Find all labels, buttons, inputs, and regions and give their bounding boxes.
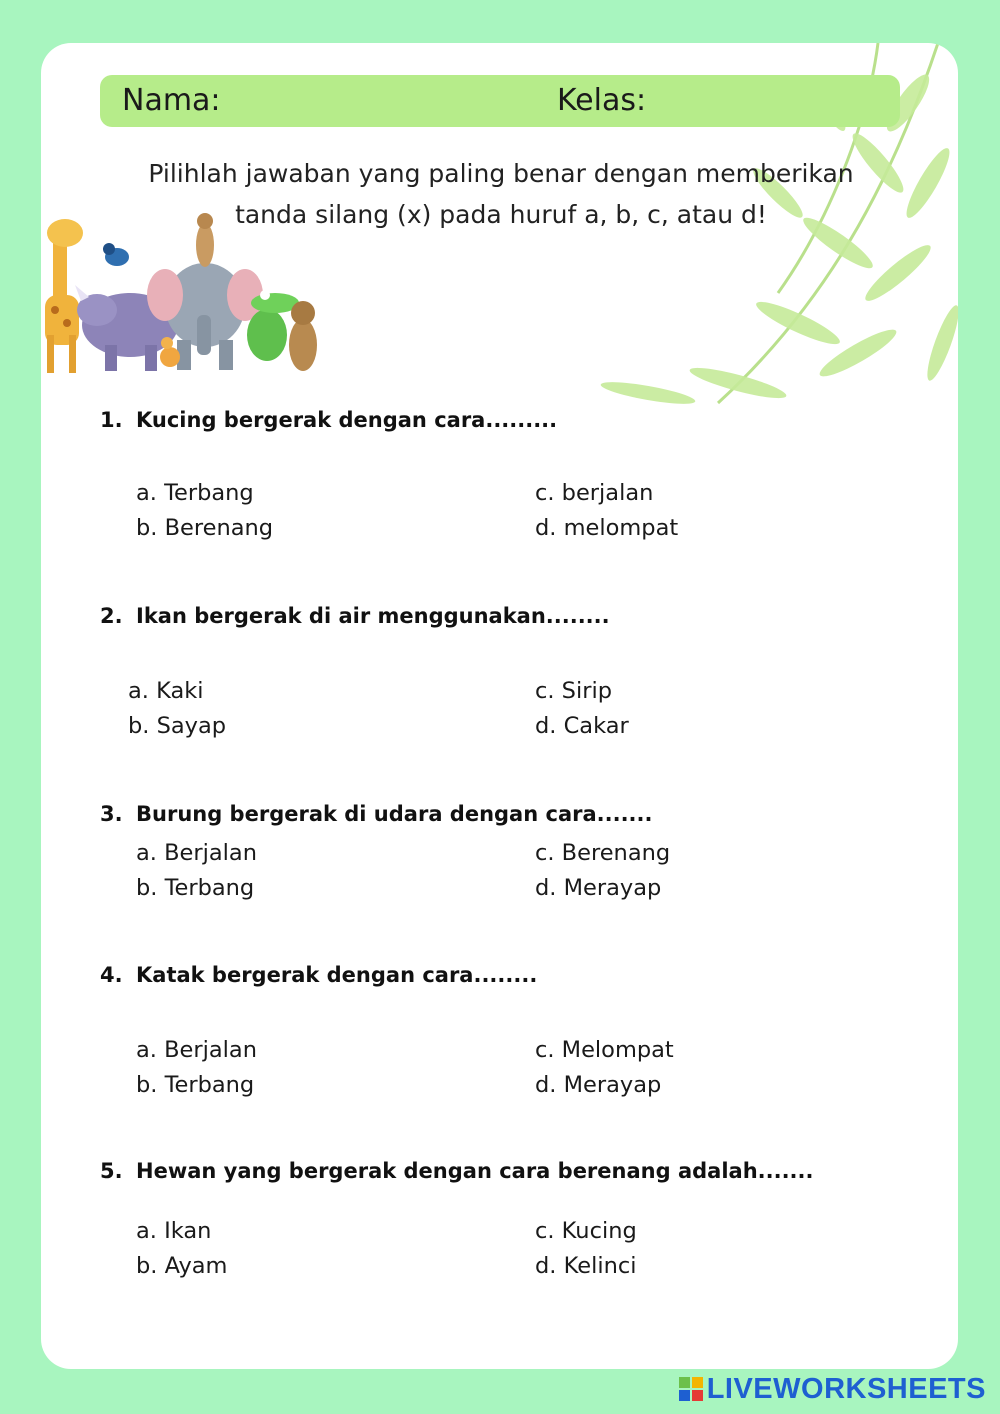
liveworksheets-logo-icon xyxy=(679,1377,703,1401)
q1-option-c[interactable]: c. berjalan xyxy=(535,480,654,506)
footer-branding[interactable] xyxy=(679,1374,986,1404)
question-5-number: 5. xyxy=(100,1159,123,1183)
question-4-number: 4. xyxy=(100,963,123,987)
q5-option-a[interactable]: a. Ikan xyxy=(136,1218,212,1244)
meerkat-icon xyxy=(196,213,214,267)
question-1-text: Kucing bergerak dengan cara......... xyxy=(136,408,558,432)
question-2 xyxy=(100,604,610,628)
q4-option-d[interactable]: d. Merayap xyxy=(535,1072,662,1098)
question-2-number: 2. xyxy=(100,604,123,628)
class-label: Kelas: xyxy=(557,83,647,118)
animals-illustration xyxy=(41,205,325,385)
instruction-line-1: Pilihlah jawaban yang paling benar dengan memberikan xyxy=(148,159,854,188)
q2-option-a[interactable]: a. Kaki xyxy=(128,678,204,704)
q3-option-a[interactable]: a. Berjalan xyxy=(136,840,257,866)
q3-option-d[interactable]: d. Merayap xyxy=(535,875,662,901)
instruction-line-2: tanda silang (x) pada huruf a, b, c, atau d! xyxy=(235,200,767,229)
q3-option-b[interactable]: b. Terbang xyxy=(136,875,255,901)
question-5-text: Hewan yang bergerak dengan cara berenang adalah....... xyxy=(136,1159,814,1183)
q1-option-d[interactable]: d. melompat xyxy=(535,515,679,541)
question-4 xyxy=(100,963,537,987)
q4-option-b[interactable]: b. Terbang xyxy=(136,1072,255,1098)
question-3-number: 3. xyxy=(100,802,123,826)
q3-option-c[interactable]: c. Berenang xyxy=(535,840,671,866)
q5-option-d[interactable]: d. Kelinci xyxy=(535,1253,637,1279)
question-4-text: Katak bergerak dengan cara........ xyxy=(136,963,538,987)
q1-option-b[interactable]: b. Berenang xyxy=(136,515,274,541)
giraffe-icon xyxy=(45,219,83,373)
q2-option-c[interactable]: c. Sirip xyxy=(535,678,612,704)
question-1 xyxy=(100,408,557,432)
q4-option-a[interactable]: a. Berjalan xyxy=(136,1037,257,1063)
question-3-text: Burung bergerak di udara dengan cara....... xyxy=(136,802,653,826)
q5-option-c[interactable]: c. Kucing xyxy=(535,1218,637,1244)
q5-option-b[interactable]: b. Ayam xyxy=(136,1253,228,1279)
q2-option-d[interactable]: d. Cakar xyxy=(535,713,629,739)
brand-name: LIVEWORKSHEETS xyxy=(706,1372,986,1405)
question-1-number: 1. xyxy=(100,408,123,432)
worksheet-card xyxy=(41,43,958,1369)
name-label: Nama: xyxy=(122,83,221,118)
hyena-icon xyxy=(289,301,317,371)
question-3 xyxy=(100,802,652,826)
q4-option-c[interactable]: c. Melompat xyxy=(535,1037,674,1063)
bird-icon xyxy=(103,243,129,266)
q2-option-b[interactable]: b. Sayap xyxy=(128,713,227,739)
q1-option-a[interactable]: a. Terbang xyxy=(136,480,254,506)
student-info-bar xyxy=(100,75,900,127)
question-2-text: Ikan bergerak di air menggunakan........ xyxy=(136,604,610,628)
question-5 xyxy=(100,1159,814,1183)
